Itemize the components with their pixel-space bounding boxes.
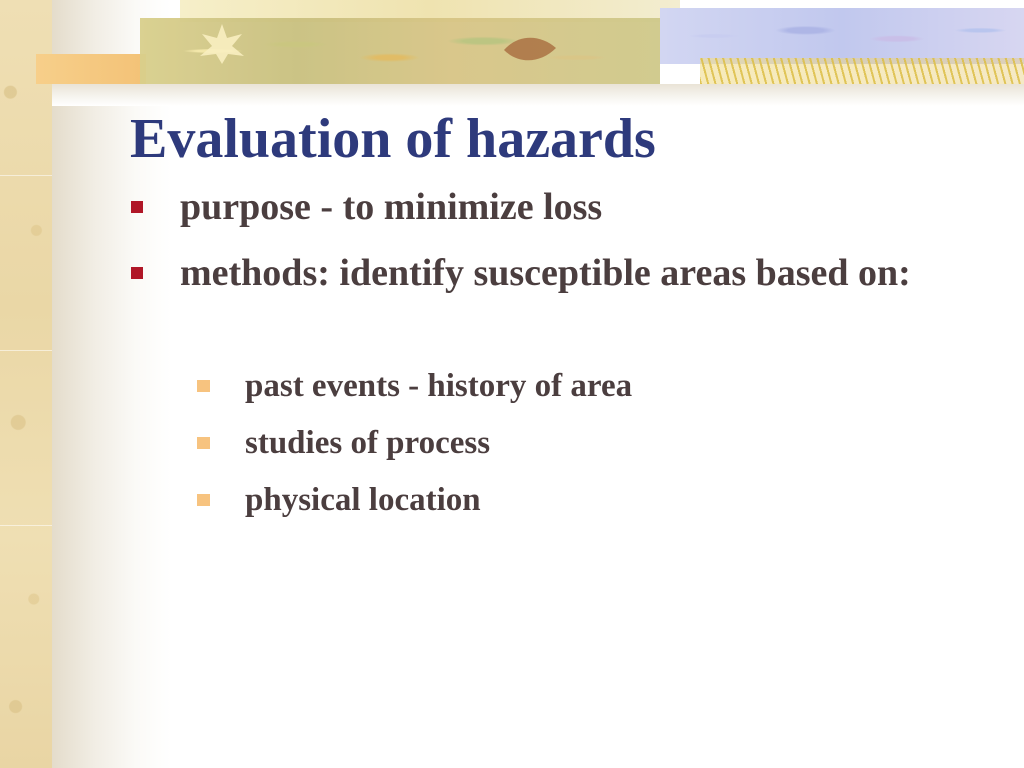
bullet-text: methods: identify susceptible areas based on: <box>180 252 911 294</box>
band-seam <box>0 175 52 176</box>
sub-bullet-item <box>245 366 945 406</box>
top-collage-banner <box>0 0 1024 88</box>
peach-square-bullet-icon <box>197 437 210 449</box>
red-square-bullet-icon <box>131 267 143 279</box>
top-fade <box>52 84 1024 106</box>
slide-title: Evaluation of hazards <box>130 108 656 170</box>
sub-bullet-text: studies of process <box>245 425 491 461</box>
sub-bullet-item <box>245 423 945 463</box>
sub-bullet-text: past events - history of area <box>245 368 633 404</box>
leaf-icon <box>196 22 248 66</box>
sub-bullet-item <box>245 480 945 520</box>
band-seam <box>0 350 52 351</box>
leaf-icon <box>500 30 560 70</box>
bullet-item <box>180 246 940 301</box>
left-parchment-band <box>0 0 52 768</box>
banner-grass <box>700 58 1024 84</box>
band-seam <box>0 525 52 526</box>
banner-orange-block <box>36 54 146 84</box>
peach-square-bullet-icon <box>197 494 210 506</box>
bullet-item <box>180 180 940 235</box>
sub-bullet-text: physical location <box>245 482 481 518</box>
red-square-bullet-icon <box>131 201 143 213</box>
bullet-text: purpose - to minimize loss <box>180 186 603 228</box>
banner-blue-collage <box>660 8 1024 64</box>
peach-square-bullet-icon <box>197 380 210 392</box>
